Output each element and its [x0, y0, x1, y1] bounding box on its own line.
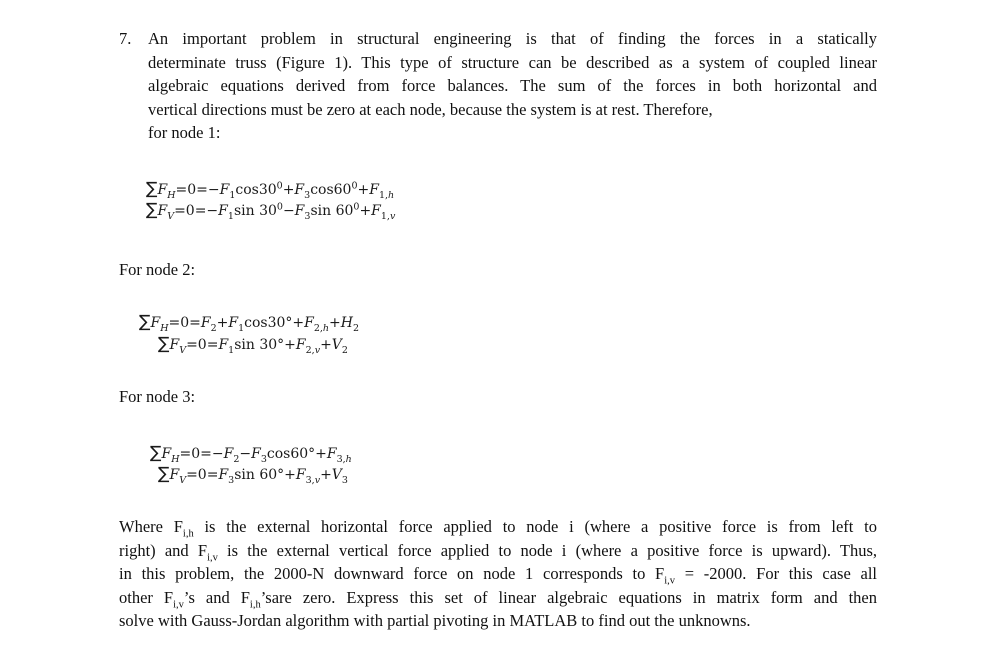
text-run: Where F — [119, 517, 183, 536]
node-3-label: For node 3: — [119, 387, 196, 406]
subscript: i,v — [207, 551, 218, 563]
text-run: other F — [119, 587, 174, 607]
text-run: is the external vertical force applied to node i (where a positive force is upward). Thus, — [217, 540, 877, 560]
node-2-label: For node 2: — [119, 260, 196, 279]
node-2-horizontal-equation: $\sum F_H=0=F_2+F_1\cos 30^\circ+F_{2,h}+H_2$ — [139, 312, 360, 334]
paragraph-line — [119, 562, 877, 586]
subscript: i,h — [182, 528, 194, 540]
text-run: ’s and F — [183, 587, 250, 607]
text-run: = -2000. For this case all — [675, 564, 877, 583]
node-1-vertical-equation: $\sum F_V=0=-F_1\sin$ $30^0-F_3\sin$ $60^0+F_{1,v}$ — [146, 200, 396, 222]
text-run: right) and F — [119, 540, 208, 560]
text-run: is the external horizontal force applied to node i (where a positive force is from left to — [193, 517, 877, 536]
node-2-vertical-equation: $\sum F_V=0=F_1\sin$ $30^\circ+F_{2,v}+V_2$ — [158, 334, 348, 356]
problem-line: vertical directions must be zero at each node, because the system is at rest. Therefore, — [148, 99, 713, 119]
explanation-paragraph — [119, 515, 877, 633]
problem-line: algebraic equations derived from force balances. The sum of the forces in both horizontal and — [148, 76, 877, 95]
subscript: i,v — [173, 598, 184, 610]
node-3-horizontal-equation: $\sum F_H=0=-F_2-F_3\cos 60^\circ+F_{3,h}$ — [150, 443, 352, 465]
problem-statement — [119, 27, 877, 145]
node-3-vertical-equation: $\sum F_V=0=F_3\sin$ $60^\circ+F_{3,v}+V_3$ — [158, 464, 348, 486]
paragraph-line — [119, 586, 877, 610]
node-1-horizontal-equation: $\sum F_H=0=-F_1\cos 30^0+F_3\cos 60^0+F_{1,h}$ — [146, 179, 395, 201]
problem-line: An important problem in structural engineering is that of finding the forces in a statically — [148, 29, 877, 48]
text-run: in this problem, the 2000-N downward force on node 1 corresponds to F — [119, 564, 665, 583]
text-run: ’sare zero. Express this set of linear algebraic equations in matrix form and then — [260, 587, 877, 607]
problem-number: 7. — [119, 29, 132, 48]
node-1-label: for node 1: — [148, 123, 221, 142]
subscript: i,v — [664, 575, 676, 587]
paragraph-line: solve with Gauss-Jordan algorithm with partial pivoting in MATLAB to find out the unknowns. — [119, 611, 751, 630]
subscript: i,h — [249, 598, 261, 610]
problem-line: determinate truss (Figure 1). This type of structure can be described as a system of coupled linear — [148, 52, 877, 72]
paragraph-line — [119, 539, 877, 563]
paragraph-line — [119, 515, 877, 539]
